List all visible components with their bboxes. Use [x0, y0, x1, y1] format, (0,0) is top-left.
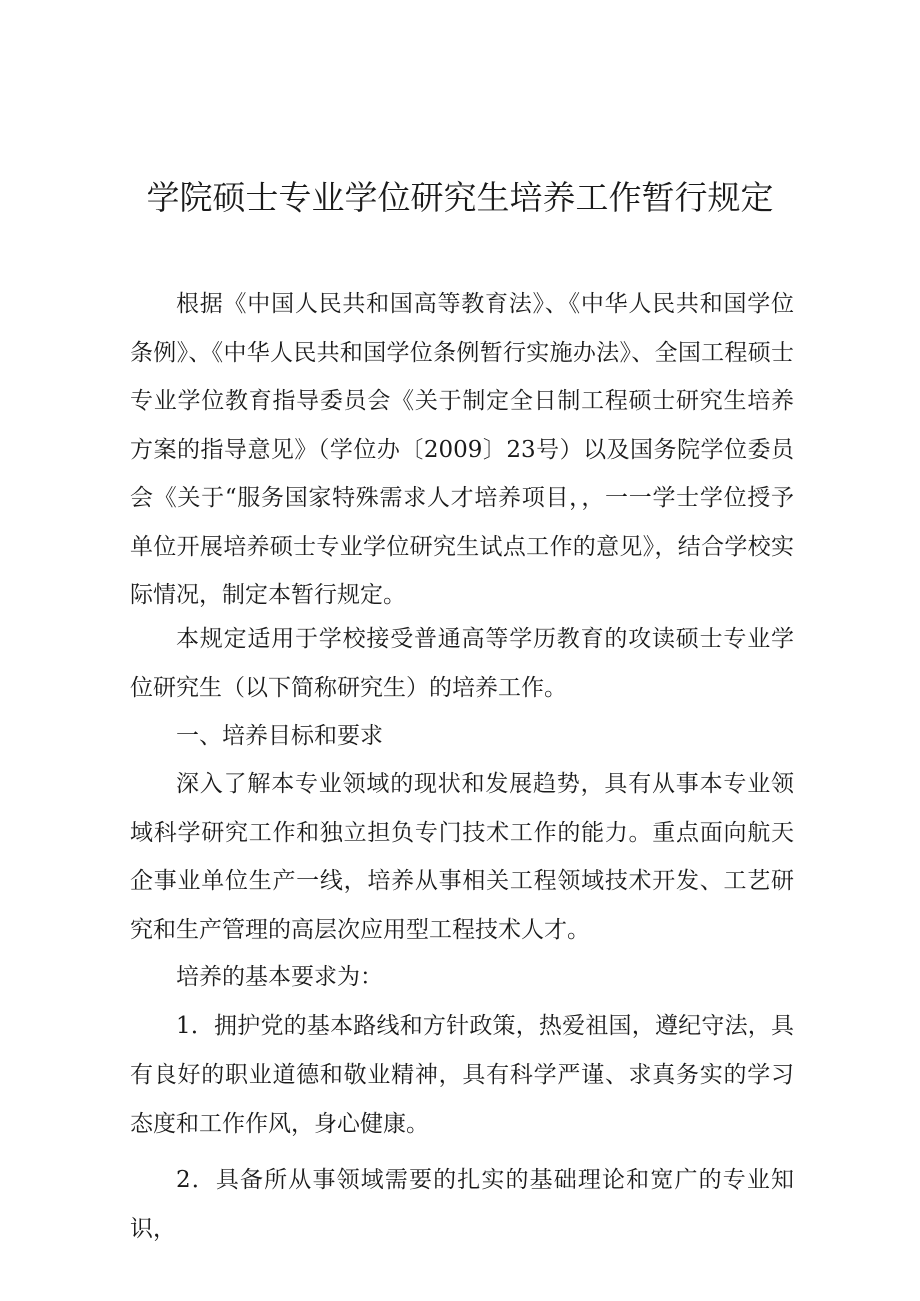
- document-title: 学院硕士专业学位研究生培养工作暂行规定: [146, 178, 774, 217]
- paragraph-basic-requirements-intro: 培养的基本要求为：: [176, 964, 383, 990]
- paragraph-scope: 本规定适用于学校接受普通高等学历教育的攻读硕士专业学位研究生（以下简称研究生）的培养工作。: [130, 626, 794, 701]
- list-item-requirement-2: 2．具备所从事领域需要的扎实的基础理论和宽广的专业知识，: [130, 1167, 794, 1242]
- paragraph-legal-basis: 根据《中国人民共和国高等教育法》、《中华人民共和国学位条例》、《中华人民共和国学位条例暂行实施办法》、全国工程硕士专业学位教育指导委员会《关于制定全日制工程硕士研究生培养方案的指导意见》（学位办〔2009〕23号）以及国务院学位委员会《关于“服务国家特殊需求人才培养项目，，一一学士学位授予单位开展培养硕士专业学位研究生试点工作的意见》，结合学校实际情况，制定本暂行规定。: [130, 291, 794, 608]
- paragraph-goals: 深入了解本专业领域的现状和发展趋势，具有从事本专业领域科学研究工作和独立担负专门技术工作的能力。重点面向航天企事业单位生产一线，培养从事相关工程领域技术开发、工艺研究和生产管理的高层次应用型工程技术人才。: [130, 771, 794, 943]
- list-item-requirement-1: 1．拥护党的基本路线和方针政策，热爱祖国，遵纪守法，具有良好的职业道德和敬业精神，具有科学严谨、求真务实的学习态度和工作作风，身心健康。: [130, 1013, 794, 1137]
- section-heading-goals: 一、培养目标和要求: [176, 723, 383, 749]
